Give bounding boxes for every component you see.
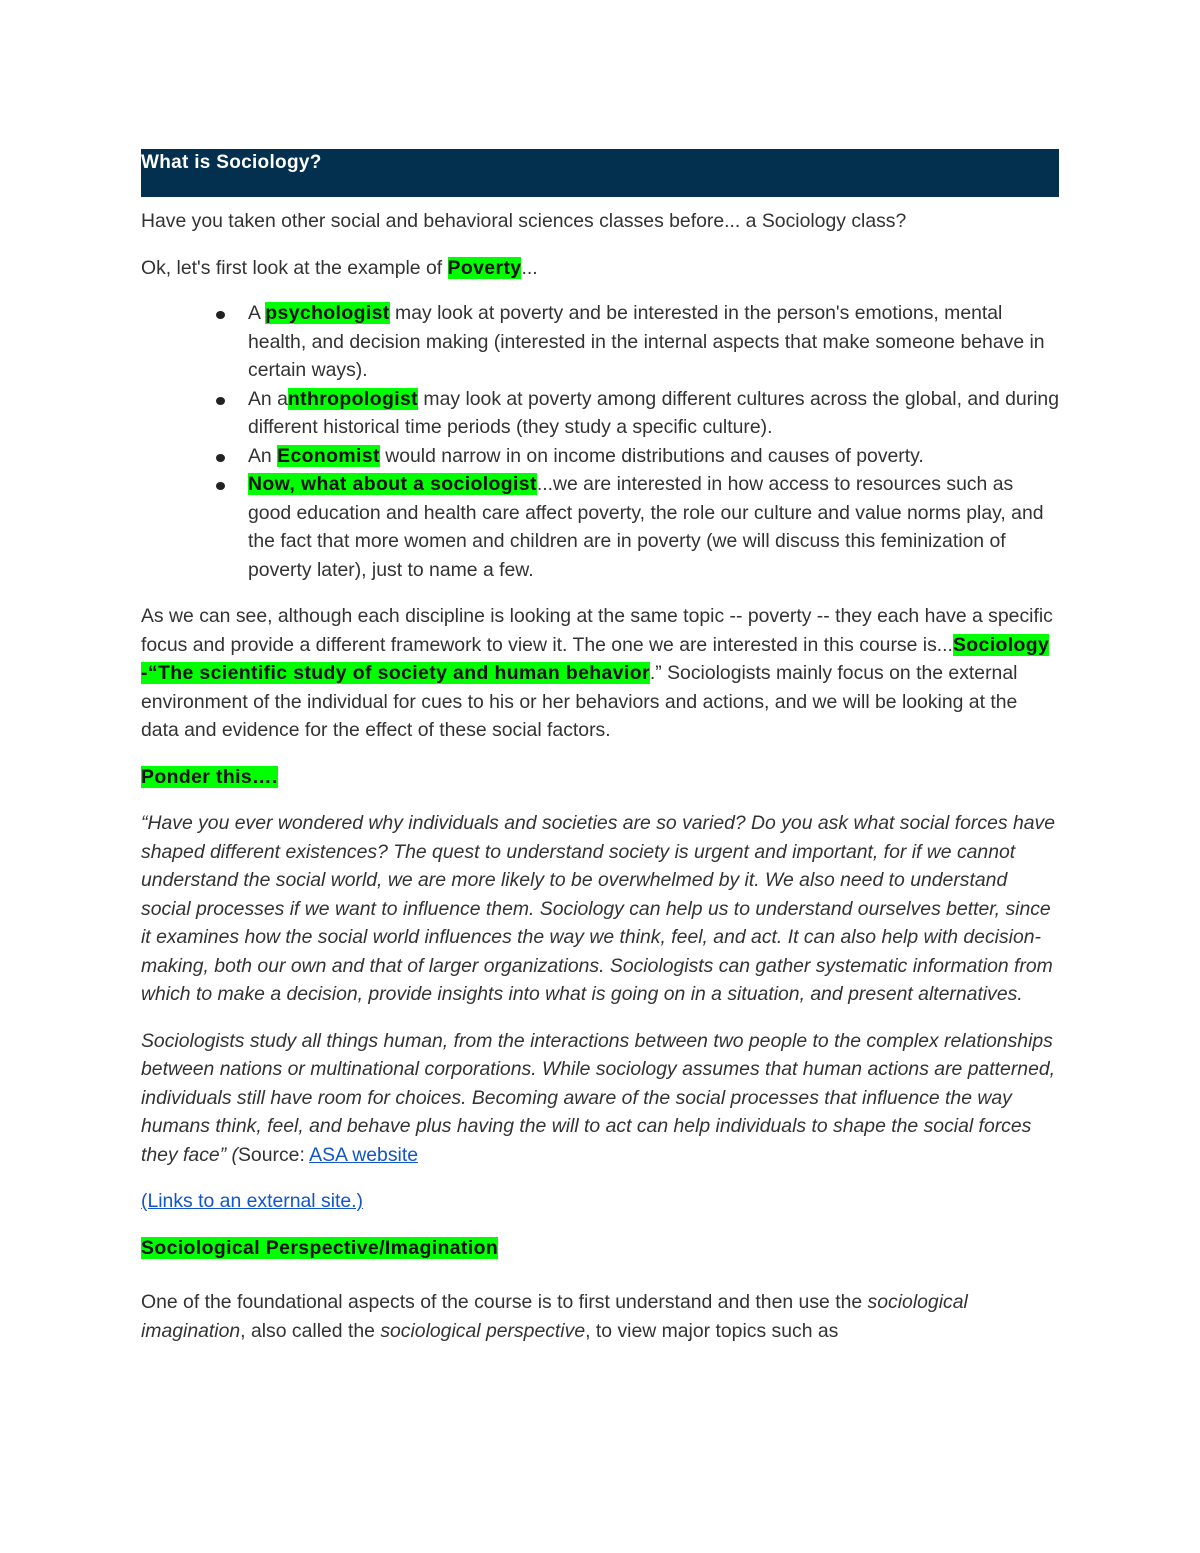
external-site-link[interactable]: (Links to an external site.) (141, 1190, 364, 1212)
emphasis-text: sociological imagination (141, 1291, 968, 1342)
ponder-heading-line (141, 763, 1059, 792)
list-item-text: would narrow in on income distributions and causes of poverty. (379, 444, 924, 467)
list-item-text: A (248, 302, 266, 324)
sociology-definition-highlight: Sociology -“The scientific study of society and human behavior (141, 633, 1050, 684)
poverty-line-text: Ok, let's first look at the example of (141, 256, 448, 279)
document-page (141, 149, 1059, 1345)
paragraph-text: , also called the (240, 1319, 381, 1342)
page-title: What is Sociology? (141, 152, 322, 173)
external-link-line (141, 1187, 1059, 1216)
emphasis-text: sociological perspective (380, 1319, 586, 1342)
list-item-psychologist (248, 299, 1059, 385)
list-item-text: An (248, 444, 278, 467)
paragraph-text: As we can see, although each discipline is looking at the same topic -- poverty -- they each have a specific focus and provide a different framework to view it. The one we are interested in this course is... (141, 605, 1053, 656)
intro-question: Have you taken other social and behavioral sciences classes before... a Sociology class? (141, 210, 907, 232)
economist-highlight: Economist (277, 444, 380, 467)
sociologist-highlight: Now, what about a sociologist (248, 473, 537, 495)
psychologist-highlight: psychologist (265, 302, 390, 324)
perspective-paragraph (141, 1288, 1059, 1345)
list-item-anthropologist (248, 385, 1059, 442)
paragraph-text: , to view major topics such as (585, 1319, 839, 1342)
list-item-text: An a (248, 387, 288, 410)
discipline-list (141, 299, 1059, 584)
quote-text: Sociologists study all things human, from the interactions between two people to the complex relationships between nations or multinational corporations. While sociology assumes that human actions are patterned, individuals still have room for choices. Becoming aware of the social processes that influence the way humans think, feel, and behave plus having the will to act can help individuals to shape the social forces they face” ( (141, 1029, 1056, 1166)
section-heading-bar (141, 149, 1059, 197)
perspective-heading-line (141, 1234, 1059, 1263)
ponder-heading: Ponder this…. (141, 765, 278, 788)
source-label: Source: (238, 1143, 310, 1166)
poverty-line-ellipsis: ... (521, 256, 538, 279)
list-item-sociologist (248, 470, 1059, 584)
list-item-economist (248, 442, 1059, 471)
asa-website-link[interactable]: ASA website (309, 1143, 419, 1166)
list-item-text: ...we are interested in how access to resources such as good education and health care affect poverty, the role our culture and value norms play, and the fact that more women and children are in poverty (we will discuss this feminization of poverty later), just to name a few. (248, 473, 1044, 581)
poverty-highlight: Poverty (447, 256, 522, 279)
poverty-line (141, 254, 1059, 283)
paragraph-text: One of the foundational aspects of the course is to first understand and then use the (141, 1291, 868, 1313)
list-item-text: may look at poverty and be interested in the person's emotions, mental health, and decision making (interested in the internal aspects that make someone behave in certain ways). (248, 302, 1045, 381)
list-item-text: may look at poverty among different cultures across the global, and during different historical time periods (they study a specific culture). (248, 387, 1060, 438)
paragraph-text: .” Sociologists mainly focus on the external environment of the individual for cues to his or her behaviors and actions, and we will be looking at the data and evidence for the effect of these social factors. (141, 662, 1018, 741)
perspective-heading: Sociological Perspective/Imagination (141, 1236, 499, 1259)
quote-paragraph-1: “Have you ever wondered why individuals and societies are so varied? Do you ask what social forces have shaped different existences? The quest to understand society is urgent and important, for if we cannot understand the social world, we are more likely to be overwhelmed by it. We also need to understand social processes if we want to influence them. Sociology can help us to understand ourselves better, since it examines how the social world influences the way we think, feel, and act. It can also help with decision-making, both our own and that of larger organizations. Sociologists can gather systematic information from which to make a decision, provide insights into what is going on in a situation, and present alternatives. (141, 812, 1055, 1005)
anthropologist-highlight: nthropologist (287, 387, 419, 410)
quote-paragraph-2 (141, 1027, 1059, 1170)
discipline-paragraph (141, 602, 1059, 745)
